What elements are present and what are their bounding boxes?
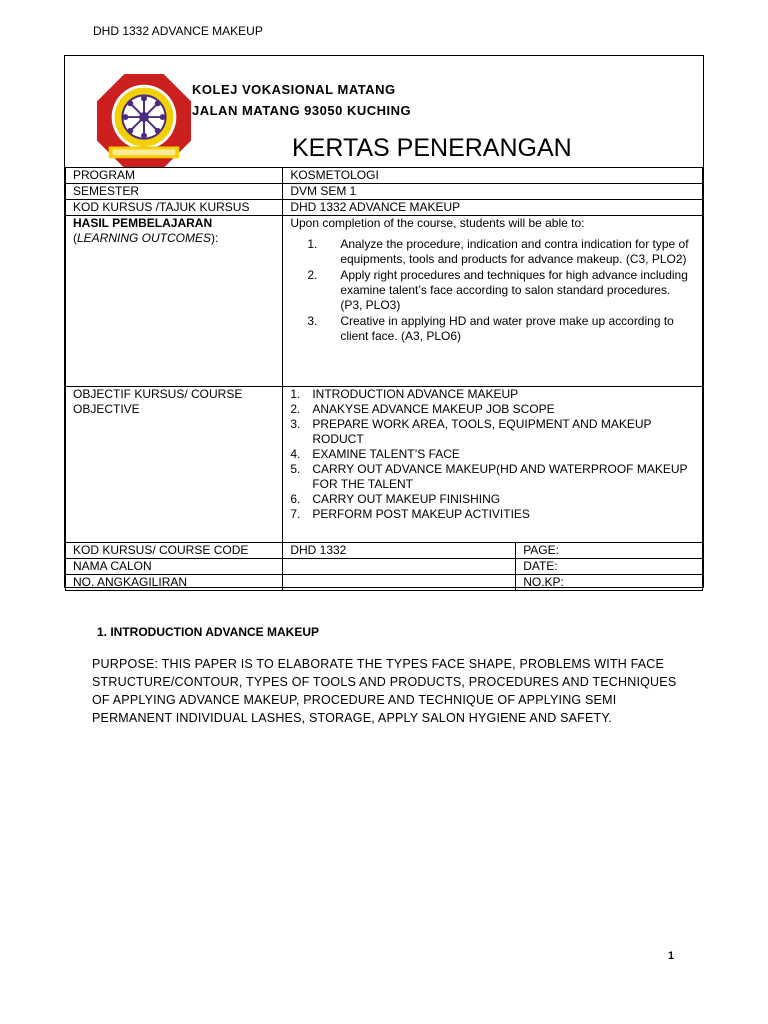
- learning-outcomes-label: HASIL PEMBELAJARAN (LEARNING OUTCOMES):: [66, 216, 283, 387]
- list-item: 7. PERFORM POST MAKEUP ACTIVITIES: [290, 507, 530, 521]
- list-item: 6. CARRY OUT MAKEUP FINISHING: [290, 492, 501, 506]
- objectives-label: OBJECTIF KURSUS/ COURSE OBJECTIVE: [66, 387, 283, 543]
- course-code-value: DHD 1332: [283, 543, 516, 559]
- outcomes-label-bold: HASIL PEMBELAJARAN: [73, 216, 213, 230]
- list-item: 2. Apply right procedures and techniques for high advance including examine talent’s face according to salon standard procedures. (P3, PLO3): [307, 268, 688, 312]
- list-item: 3. PREPARE WORK AREA, TOOLS, EQUIPMENT AND MAKEUP RODUCT: [290, 417, 652, 446]
- page-number: 1: [668, 950, 675, 962]
- running-header: DHD 1332 ADVANCE MAKEUP: [93, 24, 263, 38]
- index-number-label: NO. ANGKAGILIRAN: [66, 575, 283, 591]
- page-label: PAGE:: [516, 543, 703, 559]
- section-heading: 1. INTRODUCTION ADVANCE MAKEUP: [97, 625, 320, 639]
- candidate-name-label: NAMA CALON: [66, 559, 283, 575]
- list-item: 2. ANAKYSE ADVANCE MAKEUP JOB SCOPE: [290, 402, 555, 416]
- outcomes-label-italic: LEARNING OUTCOMES: [77, 231, 212, 245]
- objectives-list: [290, 387, 695, 522]
- table-row: [66, 200, 703, 216]
- list-item: 3. Creative in applying HD and water prove make up according to client face. (A3, PLO6): [307, 314, 674, 343]
- table-row: [66, 575, 703, 591]
- course-code-label: KOD KURSUS/ COURSE CODE: [66, 543, 283, 559]
- school-address: JALAN MATANG 93050 KUCHING: [192, 103, 412, 118]
- ic-number-label: NO.KP:: [516, 575, 703, 591]
- table-row: [66, 216, 703, 387]
- purpose-paragraph: PURPOSE: THIS PAPER IS TO ELABORATE THE TYPES FACE SHAPE, PROBLEMS WITH FACE STRUCTURE/CONTOUR, TYPES OF TOOLS AND PRODUCTS, PROCEDURES AND TECHNIQUES OF APPLYING ADVANCE MAKEUP, PROCEDURE AND TECHNIQUE OF APPLYING SEMI PERMANENT INDIVIDUAL LASHES, STORAGE, APPLY SALON HYGIENE AND SAFETY.: [92, 657, 677, 725]
- list-item: 5. CARRY OUT ADVANCE MAKEUP(HD AND WATERPROOF MAKEUP FOR THE TALENT: [290, 462, 688, 491]
- table-row: [66, 559, 703, 575]
- college-logo: [95, 72, 193, 170]
- learning-outcomes-cell: [283, 216, 703, 387]
- school-name: KOLEJ VOKASIONAL MATANG: [192, 82, 396, 97]
- program-value: KOSMETOLOGI: [283, 168, 703, 184]
- info-frame: [64, 55, 704, 588]
- course-title-value: DHD 1332 ADVANCE MAKEUP: [283, 200, 703, 216]
- course-title-label: KOD KURSUS /TAJUK KURSUS: [66, 200, 283, 216]
- date-label: DATE:: [516, 559, 703, 575]
- table-row: [66, 543, 703, 559]
- outcomes-list: [290, 237, 695, 344]
- table-row: [66, 168, 703, 184]
- objectives-cell: [283, 387, 703, 543]
- list-item: 4. EXAMINE TALENT’S FACE: [290, 447, 460, 461]
- outcomes-intro: Upon completion of the course, students will be able to:: [290, 216, 585, 230]
- semester-label: SEMESTER: [66, 184, 283, 200]
- list-item: 1. INTRODUCTION ADVANCE MAKEUP: [290, 387, 519, 401]
- candidate-name-field: [283, 559, 516, 575]
- index-number-field: [283, 575, 516, 591]
- document-title: KERTAS PENERANGAN: [292, 134, 572, 162]
- course-info-table: [65, 167, 703, 591]
- program-label: PROGRAM: [66, 168, 283, 184]
- table-row: [66, 184, 703, 200]
- semester-value: DVM SEM 1: [283, 184, 703, 200]
- table-row: [66, 387, 703, 543]
- list-item: 1. Analyze the procedure, indication and contra indication for type of equipments, tools and products for advance makeup. (C3, PLO2): [307, 237, 689, 266]
